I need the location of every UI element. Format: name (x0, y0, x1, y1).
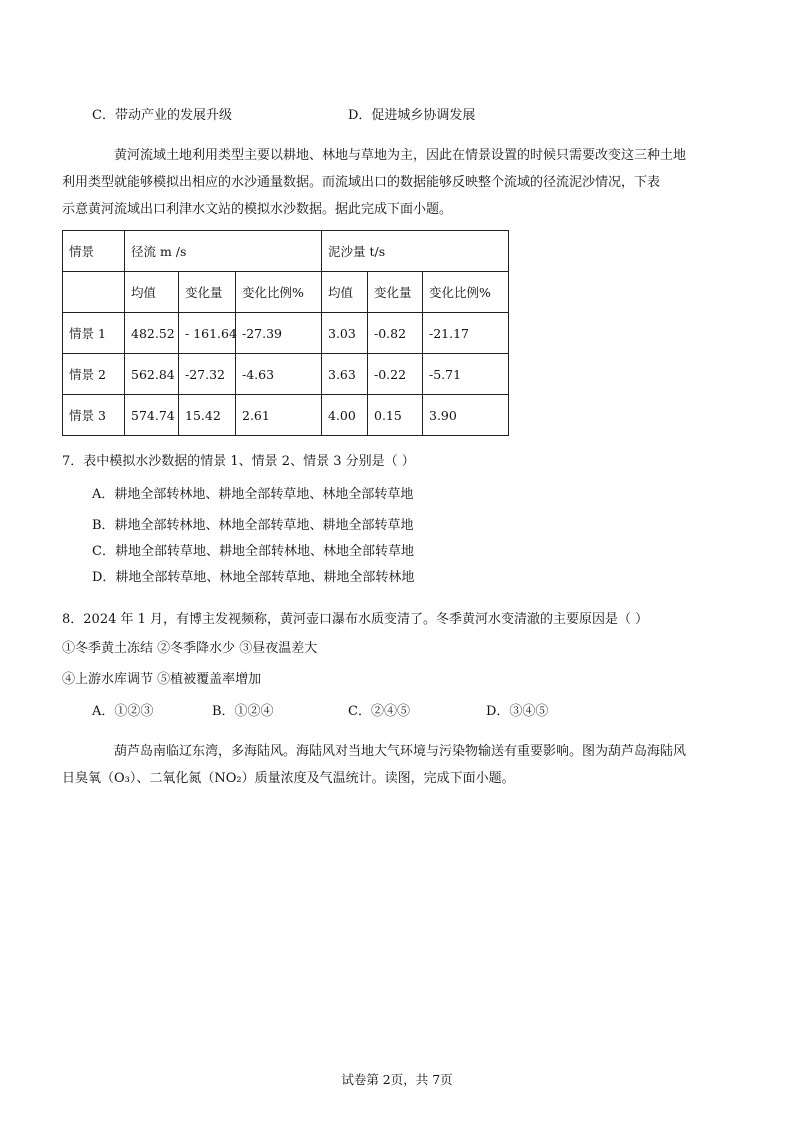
table-cell: 574.74 (125, 395, 179, 436)
table-cell: -27.32 (179, 354, 236, 395)
table-cell: 3.03 (322, 313, 368, 354)
question-8-option-c[interactable]: C．②④⑤ (348, 704, 410, 719)
header-sediment: 泥沙量 t/s (322, 231, 509, 272)
passage-line: 利用类型就能够模拟出相应的水沙通量数据。而流域出口的数据能够反映整个流域的径流泥沙情况，下表 (62, 175, 661, 190)
subheader-cell: 变化量 (368, 272, 423, 313)
question-8-option-d[interactable]: D．③④⑤ (486, 704, 549, 719)
scene-cell: 情景 1 (63, 313, 125, 354)
table-row (63, 313, 509, 354)
table-cell: 3.90 (423, 395, 509, 436)
passage-line: 黄河流域土地利用类型主要以耕地、林地与草地为主，因此在情景设置的时候只需要改变这三种土地 (114, 148, 687, 163)
passage-line: 日臭氧（O₃）、二氧化氮（NO₂）质量浓度及气温统计。读图，完成下面小题。 (62, 771, 515, 786)
subheader-cell: 均值 (322, 272, 368, 313)
table-cell (63, 272, 125, 313)
question-7-option-a[interactable]: A．耕地全部转林地、耕地全部转草地、林地全部转草地 (92, 487, 414, 502)
header-runoff: 径流 m /s (125, 231, 322, 272)
question-8-option-a[interactable]: A．①②③ (92, 704, 154, 719)
table-row (63, 395, 509, 436)
subheader-cell: 变化比例% (423, 272, 509, 313)
option-d-prev: D．促进城乡协调发展 (348, 108, 476, 123)
table-cell: -5.71 (423, 354, 509, 395)
table-cell: - 161.64 (179, 313, 236, 354)
table-cell: 3.63 (322, 354, 368, 395)
question-8-stem: 8．2024 年 1 月，有博主发视频称，黄河壶口瀑布水质变清了。冬季黄河水变清澈的主要原因是（ ） (62, 612, 649, 627)
passage-line: 示意黄河流域出口利津水文站的模拟水沙数据。据此完成下面小题。 (62, 202, 453, 217)
table-row (63, 354, 509, 395)
table-cell: 15.42 (179, 395, 236, 436)
table-cell: -0.82 (368, 313, 423, 354)
table-cell: -4.63 (236, 354, 322, 395)
table-cell: -27.39 (236, 313, 322, 354)
passage-huludao (62, 738, 738, 792)
question-8-items-1: ①冬季黄土冻结 ②冬季降水少 ③昼夜温差大 (62, 641, 318, 656)
table-cell: -21.17 (423, 313, 509, 354)
table-cell: 482.52 (125, 313, 179, 354)
subheader-cell: 变化量 (179, 272, 236, 313)
table-cell: 562.84 (125, 354, 179, 395)
scene-cell: 情景 3 (63, 395, 125, 436)
question-7-stem: 7．表中模拟水沙数据的情景 1、情景 2、情景 3 分别是（ ） (62, 454, 415, 469)
table-header-row (63, 231, 509, 272)
option-c-prev: C．带动产业的发展升级 (92, 108, 232, 123)
table-cell: -0.22 (368, 354, 423, 395)
scene-cell: 情景 2 (63, 354, 125, 395)
page-footer: 试卷第 2页，共 7页 (341, 1072, 453, 1087)
table-cell: 2.61 (236, 395, 322, 436)
question-8-option-b[interactable]: B．①②④ (212, 704, 274, 719)
question-7-option-c[interactable]: C．耕地全部转草地、耕地全部转林地、林地全部转草地 (92, 544, 414, 559)
table-subheader-row (63, 272, 509, 313)
passage-line: 葫芦岛南临辽东湾，多海陆风。海陆风对当地大气环境与污染物输送有重要影响。图为葫芦岛海陆风 (114, 744, 687, 759)
passage-yellow-river (62, 142, 738, 223)
header-scene: 情景 (63, 231, 125, 272)
question-7-option-d[interactable]: D．耕地全部转草地、林地全部转草地、耕地全部转林地 (92, 570, 415, 585)
table-cell: 0.15 (368, 395, 423, 436)
table-cell: 4.00 (322, 395, 368, 436)
subheader-cell: 均值 (125, 272, 179, 313)
question-7-option-b[interactable]: B．耕地全部转林地、林地全部转草地、耕地全部转草地 (92, 518, 414, 533)
subheader-cell: 变化比例% (236, 272, 322, 313)
question-8-items-2: ④上游水库调节 ⑤植被覆盖率增加 (62, 672, 262, 687)
sediment-table (62, 230, 509, 436)
